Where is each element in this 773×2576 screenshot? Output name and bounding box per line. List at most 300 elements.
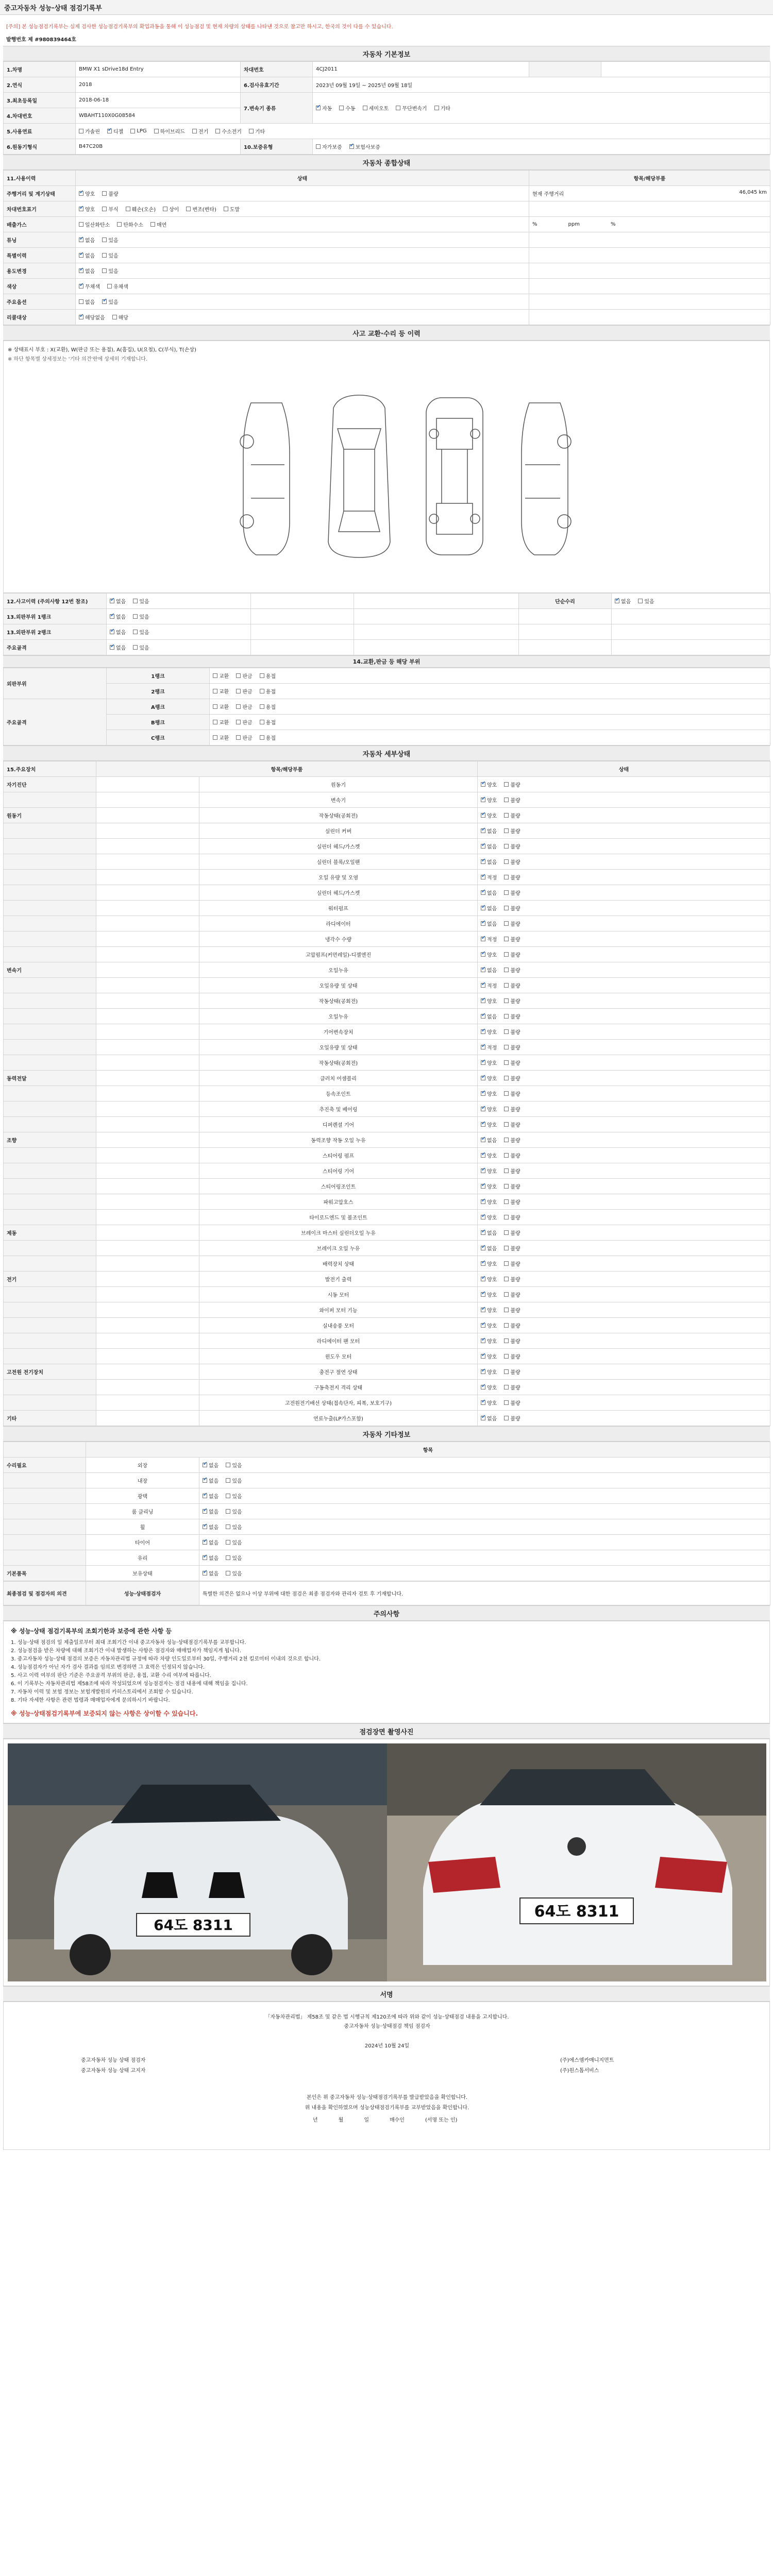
checkbox-icon[interactable] xyxy=(79,207,83,211)
detail-option[interactable]: 불량 xyxy=(504,1012,520,1020)
part-option[interactable]: 용접 xyxy=(260,734,276,741)
checkbox-icon[interactable] xyxy=(481,1076,485,1080)
checkbox-icon[interactable] xyxy=(481,1323,485,1328)
detail-option[interactable]: ✔ 적정 xyxy=(481,873,497,881)
warranty-option[interactable]: ✔ 보험사보증 xyxy=(349,143,380,150)
checkbox-icon[interactable] xyxy=(481,937,485,941)
accident-option[interactable]: 있음 xyxy=(133,597,149,605)
checkbox-icon[interactable] xyxy=(504,1261,509,1266)
checkbox-icon[interactable] xyxy=(504,1215,509,1219)
checkbox-icon[interactable] xyxy=(226,1478,230,1483)
overall-option[interactable]: 일산화탄소 xyxy=(79,221,110,228)
checkbox-icon[interactable] xyxy=(79,222,83,227)
checkbox-icon[interactable] xyxy=(154,129,159,133)
checkbox-icon[interactable] xyxy=(150,222,155,227)
checkbox-icon[interactable] xyxy=(481,1014,485,1019)
checkbox-icon[interactable] xyxy=(79,129,83,133)
part-option[interactable]: 판금 xyxy=(236,687,252,695)
checkbox-icon[interactable] xyxy=(481,1400,485,1405)
checkbox-icon[interactable] xyxy=(481,1338,485,1343)
overall-option[interactable]: 해당 xyxy=(112,313,128,321)
checkbox-icon[interactable] xyxy=(339,106,344,110)
detail-option[interactable]: 불량 xyxy=(504,1090,520,1097)
overall-option[interactable]: ✔ 없음 xyxy=(79,251,95,259)
detail-option[interactable]: ✔ 없음 xyxy=(481,1229,497,1236)
checkbox-icon[interactable] xyxy=(504,1277,509,1281)
checkbox-icon[interactable] xyxy=(481,1029,485,1034)
detail-option[interactable]: 불량 xyxy=(504,1105,520,1113)
detail-option[interactable]: 불량 xyxy=(504,981,520,989)
checkbox-icon[interactable] xyxy=(504,1060,509,1065)
detail-option[interactable]: 불량 xyxy=(504,1399,520,1406)
checkbox-icon[interactable] xyxy=(504,1230,509,1235)
detail-option[interactable]: ✔ 양호 xyxy=(481,1182,497,1190)
checkbox-icon[interactable] xyxy=(504,875,509,879)
other-option[interactable]: 있음 xyxy=(226,1523,242,1531)
detail-option[interactable]: ✔ 없음 xyxy=(481,920,497,927)
detail-option[interactable]: 불량 xyxy=(504,1028,520,1036)
detail-option[interactable]: ✔ 양호 xyxy=(481,1291,497,1298)
checkbox-icon[interactable] xyxy=(133,630,138,634)
part-option[interactable]: 판금 xyxy=(236,672,252,680)
checkbox-icon[interactable] xyxy=(236,689,241,693)
detail-option[interactable]: 불량 xyxy=(504,827,520,835)
checkbox-icon[interactable] xyxy=(163,207,167,211)
detail-option[interactable]: ✔ 양호 xyxy=(481,796,497,804)
checkbox-icon[interactable] xyxy=(260,689,264,693)
accident-option[interactable]: ✔ 없음 xyxy=(110,628,126,636)
accident-option[interactable]: 있음 xyxy=(133,613,149,620)
overall-option[interactable]: 탄화수소 xyxy=(117,221,143,228)
checkbox-icon[interactable] xyxy=(481,859,485,864)
detail-option[interactable]: ✔ 없음 xyxy=(481,1012,497,1020)
checkbox-icon[interactable] xyxy=(481,1168,485,1173)
checkbox-icon[interactable] xyxy=(434,106,439,110)
checkbox-icon[interactable] xyxy=(186,207,191,211)
accident-option[interactable]: ✔ 없음 xyxy=(110,613,126,620)
checkbox-icon[interactable] xyxy=(481,1138,485,1142)
checkbox-icon[interactable] xyxy=(504,1107,509,1111)
checkbox-icon[interactable] xyxy=(504,1122,509,1127)
detail-option[interactable]: 불량 xyxy=(504,904,520,912)
detail-option[interactable]: 불량 xyxy=(504,1043,520,1051)
checkbox-icon[interactable] xyxy=(504,1292,509,1297)
part-option[interactable]: 판금 xyxy=(236,703,252,710)
trans-option[interactable]: 무단변속기 xyxy=(396,104,427,112)
checkbox-icon[interactable] xyxy=(504,1323,509,1328)
overall-option[interactable]: 불량 xyxy=(102,190,118,197)
checkbox-icon[interactable] xyxy=(638,599,643,603)
detail-option[interactable]: 불량 xyxy=(504,1306,520,1314)
checkbox-icon[interactable] xyxy=(481,844,485,849)
checkbox-icon[interactable] xyxy=(504,1400,509,1405)
checkbox-icon[interactable] xyxy=(504,1308,509,1312)
detail-option[interactable]: 불량 xyxy=(504,1291,520,1298)
checkbox-icon[interactable] xyxy=(504,1029,509,1034)
checkbox-icon[interactable] xyxy=(117,222,122,227)
checkbox-icon[interactable] xyxy=(481,1091,485,1096)
simple-repair-option[interactable]: ✔ 없음 xyxy=(615,597,631,605)
checkbox-icon[interactable] xyxy=(504,968,509,972)
overall-option[interactable]: 있음 xyxy=(102,267,118,275)
checkbox-icon[interactable] xyxy=(226,1463,230,1467)
detail-option[interactable]: 불량 xyxy=(504,858,520,866)
checkbox-icon[interactable] xyxy=(481,1199,485,1204)
fuel-option[interactable]: ✔ 디젤 xyxy=(107,127,123,135)
checkbox-icon[interactable] xyxy=(481,1354,485,1359)
checkbox-icon[interactable] xyxy=(481,1292,485,1297)
detail-option[interactable]: ✔ 양호 xyxy=(481,781,497,788)
trans-option[interactable]: 수동 xyxy=(339,104,355,112)
checkbox-icon[interactable] xyxy=(316,106,321,110)
part-option[interactable]: 용접 xyxy=(260,687,276,695)
checkbox-icon[interactable] xyxy=(226,1571,230,1575)
detail-option[interactable]: ✔ 양호 xyxy=(481,1383,497,1391)
checkbox-icon[interactable] xyxy=(481,1261,485,1266)
fuel-option[interactable]: 가솔린 xyxy=(79,127,100,135)
checkbox-icon[interactable] xyxy=(226,1494,230,1498)
other-option[interactable]: ✔ 없음 xyxy=(203,1569,219,1577)
checkbox-icon[interactable] xyxy=(481,1277,485,1281)
trans-option[interactable]: ✔ 자동 xyxy=(316,104,332,112)
checkbox-icon[interactable] xyxy=(203,1524,207,1529)
detail-option[interactable]: 불량 xyxy=(504,873,520,881)
detail-option[interactable]: 불량 xyxy=(504,1182,520,1190)
checkbox-icon[interactable] xyxy=(481,1215,485,1219)
part-option[interactable]: 교환 xyxy=(213,703,229,710)
detail-option[interactable]: ✔ 양호 xyxy=(481,1028,497,1036)
part-option[interactable]: 판금 xyxy=(236,734,252,741)
checkbox-icon[interactable] xyxy=(133,614,138,619)
checkbox-icon[interactable] xyxy=(203,1571,207,1575)
part-option[interactable]: 용접 xyxy=(260,718,276,726)
checkbox-icon[interactable] xyxy=(192,129,197,133)
fuel-option[interactable]: 전기 xyxy=(192,127,208,135)
checkbox-icon[interactable] xyxy=(504,828,509,833)
detail-option[interactable]: 불량 xyxy=(504,935,520,943)
detail-option[interactable]: 불량 xyxy=(504,1321,520,1329)
detail-option[interactable]: ✔ 양호 xyxy=(481,997,497,1005)
detail-option[interactable]: 불량 xyxy=(504,1414,520,1422)
checkbox-icon[interactable] xyxy=(215,129,220,133)
checkbox-icon[interactable] xyxy=(481,1107,485,1111)
detail-option[interactable]: ✔ 양호 xyxy=(481,1321,497,1329)
detail-option[interactable]: ✔ 양호 xyxy=(481,1090,497,1097)
checkbox-icon[interactable] xyxy=(79,315,83,319)
fuel-option[interactable]: 수소전기 xyxy=(215,127,242,135)
detail-option[interactable]: 불량 xyxy=(504,1059,520,1066)
checkbox-icon[interactable] xyxy=(481,1060,485,1065)
checkbox-icon[interactable] xyxy=(504,998,509,1003)
checkbox-icon[interactable] xyxy=(363,106,367,110)
checkbox-icon[interactable] xyxy=(481,890,485,895)
checkbox-icon[interactable] xyxy=(481,828,485,833)
checkbox-icon[interactable] xyxy=(133,599,138,603)
checkbox-icon[interactable] xyxy=(224,207,228,211)
fuel-option[interactable]: 하이브리드 xyxy=(154,127,185,135)
checkbox-icon[interactable] xyxy=(112,315,117,319)
checkbox-icon[interactable] xyxy=(504,813,509,818)
detail-option[interactable]: ✔ 없음 xyxy=(481,1244,497,1252)
detail-option[interactable]: ✔ 양호 xyxy=(481,1105,497,1113)
checkbox-icon[interactable] xyxy=(481,1385,485,1389)
detail-option[interactable]: ✔ 양호 xyxy=(481,1275,497,1283)
checkbox-icon[interactable] xyxy=(102,253,107,258)
checkbox-icon[interactable] xyxy=(102,238,107,242)
detail-option[interactable]: ✔ 양호 xyxy=(481,1198,497,1206)
checkbox-icon[interactable] xyxy=(102,207,107,211)
overall-option[interactable]: 유채색 xyxy=(107,282,128,290)
checkbox-icon[interactable] xyxy=(504,1184,509,1189)
overall-option[interactable]: 훼손(오손) xyxy=(126,205,156,213)
checkbox-icon[interactable] xyxy=(504,1014,509,1019)
checkbox-icon[interactable] xyxy=(260,720,264,724)
accident-option[interactable]: ✔ 없음 xyxy=(110,597,126,605)
overall-option[interactable]: 있음 xyxy=(102,251,118,259)
accident-option[interactable]: ✔ 없음 xyxy=(110,643,126,651)
checkbox-icon[interactable] xyxy=(130,129,135,133)
overall-option[interactable]: ✔ 무채색 xyxy=(79,282,100,290)
checkbox-icon[interactable] xyxy=(481,1184,485,1189)
checkbox-icon[interactable] xyxy=(504,983,509,988)
detail-option[interactable]: ✔ 양호 xyxy=(481,1399,497,1406)
detail-option[interactable]: 불량 xyxy=(504,997,520,1005)
other-option[interactable]: ✔ 없음 xyxy=(203,1477,219,1484)
checkbox-icon[interactable] xyxy=(203,1555,207,1560)
checkbox-icon[interactable] xyxy=(110,614,114,619)
checkbox-icon[interactable] xyxy=(79,191,83,196)
fuel-option[interactable]: LPG xyxy=(130,128,146,134)
detail-option[interactable]: ✔ 없음 xyxy=(481,889,497,896)
checkbox-icon[interactable] xyxy=(504,1091,509,1096)
checkbox-icon[interactable] xyxy=(249,129,254,133)
checkbox-icon[interactable] xyxy=(213,704,217,709)
detail-option[interactable]: 불량 xyxy=(504,889,520,896)
checkbox-icon[interactable] xyxy=(260,735,264,740)
part-option[interactable]: 교환 xyxy=(213,687,229,695)
checkbox-icon[interactable] xyxy=(504,1385,509,1389)
checkbox-icon[interactable] xyxy=(504,1199,509,1204)
checkbox-icon[interactable] xyxy=(504,906,509,910)
detail-option[interactable]: ✔ 양호 xyxy=(481,1368,497,1376)
checkbox-icon[interactable] xyxy=(102,191,107,196)
detail-option[interactable]: 불량 xyxy=(504,1151,520,1159)
other-option[interactable]: 있음 xyxy=(226,1538,242,1546)
other-option[interactable]: 있음 xyxy=(226,1554,242,1562)
overall-option[interactable]: 매연 xyxy=(150,221,166,228)
other-option[interactable]: ✔ 없음 xyxy=(203,1523,219,1531)
detail-option[interactable]: 불량 xyxy=(504,1229,520,1236)
checkbox-icon[interactable] xyxy=(226,1540,230,1545)
checkbox-icon[interactable] xyxy=(213,735,217,740)
checkbox-icon[interactable] xyxy=(481,1308,485,1312)
simple-repair-option[interactable]: 있음 xyxy=(638,597,654,605)
detail-option[interactable]: ✔ 양호 xyxy=(481,951,497,958)
checkbox-icon[interactable] xyxy=(481,782,485,787)
checkbox-icon[interactable] xyxy=(107,129,112,133)
detail-option[interactable]: 불량 xyxy=(504,951,520,958)
checkbox-icon[interactable] xyxy=(504,1338,509,1343)
checkbox-icon[interactable] xyxy=(79,253,83,258)
detail-option[interactable]: 불량 xyxy=(504,842,520,850)
checkbox-icon[interactable] xyxy=(236,704,241,709)
checkbox-icon[interactable] xyxy=(481,998,485,1003)
other-option[interactable]: ✔ 없음 xyxy=(203,1507,219,1515)
detail-option[interactable]: 불량 xyxy=(504,1136,520,1144)
detail-option[interactable]: ✔ 양호 xyxy=(481,1352,497,1360)
checkbox-icon[interactable] xyxy=(504,798,509,802)
checkbox-icon[interactable] xyxy=(203,1463,207,1467)
detail-option[interactable]: 불량 xyxy=(504,1167,520,1175)
checkbox-icon[interactable] xyxy=(236,735,241,740)
checkbox-icon[interactable] xyxy=(504,844,509,849)
checkbox-icon[interactable] xyxy=(481,921,485,926)
other-option[interactable]: 있음 xyxy=(226,1569,242,1577)
checkbox-icon[interactable] xyxy=(226,1524,230,1529)
overall-option[interactable]: ✔ 양호 xyxy=(79,190,95,197)
overall-option[interactable]: 상이 xyxy=(163,205,179,213)
checkbox-icon[interactable] xyxy=(107,284,112,289)
detail-option[interactable]: 불량 xyxy=(504,1074,520,1082)
overall-option[interactable]: ✔ 없음 xyxy=(79,236,95,244)
detail-option[interactable]: ✔ 양호 xyxy=(481,1306,497,1314)
checkbox-icon[interactable] xyxy=(236,720,241,724)
other-option[interactable]: ✔ 없음 xyxy=(203,1492,219,1500)
detail-option[interactable]: ✔ 양호 xyxy=(481,1213,497,1221)
checkbox-icon[interactable] xyxy=(504,1153,509,1158)
checkbox-icon[interactable] xyxy=(481,798,485,802)
detail-option[interactable]: ✔ 양호 xyxy=(481,1260,497,1267)
overall-option[interactable]: 도말 xyxy=(224,205,240,213)
part-option[interactable]: 교환 xyxy=(213,734,229,741)
detail-option[interactable]: ✔ 없음 xyxy=(481,858,497,866)
checkbox-icon[interactable] xyxy=(481,1369,485,1374)
checkbox-icon[interactable] xyxy=(213,673,217,678)
checkbox-icon[interactable] xyxy=(102,268,107,273)
checkbox-icon[interactable] xyxy=(481,952,485,957)
checkbox-icon[interactable] xyxy=(481,983,485,988)
checkbox-icon[interactable] xyxy=(481,968,485,972)
overall-option[interactable]: ✔ 해당없음 xyxy=(79,313,105,321)
detail-option[interactable]: ✔ 양호 xyxy=(481,1151,497,1159)
checkbox-icon[interactable] xyxy=(102,299,107,304)
checkbox-icon[interactable] xyxy=(203,1509,207,1514)
detail-option[interactable]: 불량 xyxy=(504,1368,520,1376)
checkbox-icon[interactable] xyxy=(226,1555,230,1560)
accident-option[interactable]: 있음 xyxy=(133,628,149,636)
detail-option[interactable]: ✔ 양호 xyxy=(481,1337,497,1345)
checkbox-icon[interactable] xyxy=(79,238,83,242)
checkbox-icon[interactable] xyxy=(213,689,217,693)
trans-option[interactable]: 세미오토 xyxy=(363,104,389,112)
checkbox-icon[interactable] xyxy=(615,599,619,603)
checkbox-icon[interactable] xyxy=(236,673,241,678)
detail-option[interactable]: 불량 xyxy=(504,966,520,974)
part-option[interactable]: 교환 xyxy=(213,672,229,680)
overall-option[interactable]: 없음 xyxy=(79,298,95,306)
detail-option[interactable]: ✔ 없음 xyxy=(481,904,497,912)
detail-option[interactable]: 불량 xyxy=(504,1198,520,1206)
checkbox-icon[interactable] xyxy=(260,673,264,678)
checkbox-icon[interactable] xyxy=(203,1540,207,1545)
checkbox-icon[interactable] xyxy=(481,813,485,818)
checkbox-icon[interactable] xyxy=(110,645,114,650)
checkbox-icon[interactable] xyxy=(79,299,83,304)
other-option[interactable]: 있음 xyxy=(226,1492,242,1500)
checkbox-icon[interactable] xyxy=(481,1153,485,1158)
checkbox-icon[interactable] xyxy=(79,284,83,289)
detail-option[interactable]: ✔ 없음 xyxy=(481,842,497,850)
checkbox-icon[interactable] xyxy=(504,952,509,957)
detail-option[interactable]: ✔ 양호 xyxy=(481,1121,497,1128)
part-option[interactable]: 용접 xyxy=(260,672,276,680)
other-option[interactable]: 있음 xyxy=(226,1461,242,1469)
checkbox-icon[interactable] xyxy=(504,1138,509,1142)
checkbox-icon[interactable] xyxy=(213,720,217,724)
other-option[interactable]: ✔ 없음 xyxy=(203,1554,219,1562)
detail-option[interactable]: ✔ 양호 xyxy=(481,811,497,819)
overall-option[interactable]: 변조(변타) xyxy=(186,205,216,213)
checkbox-icon[interactable] xyxy=(504,1246,509,1250)
checkbox-icon[interactable] xyxy=(504,890,509,895)
checkbox-icon[interactable] xyxy=(481,1416,485,1420)
checkbox-icon[interactable] xyxy=(481,1246,485,1250)
checkbox-icon[interactable] xyxy=(504,1045,509,1049)
checkbox-icon[interactable] xyxy=(504,1369,509,1374)
trans-option[interactable]: 기타 xyxy=(434,104,450,112)
checkbox-icon[interactable] xyxy=(79,268,83,273)
checkbox-icon[interactable] xyxy=(504,1354,509,1359)
checkbox-icon[interactable] xyxy=(481,1122,485,1127)
detail-option[interactable]: 불량 xyxy=(504,811,520,819)
detail-option[interactable]: ✔ 양호 xyxy=(481,1167,497,1175)
checkbox-icon[interactable] xyxy=(260,704,264,709)
detail-option[interactable]: 불량 xyxy=(504,1213,520,1221)
detail-option[interactable]: ✔ 없음 xyxy=(481,1414,497,1422)
checkbox-icon[interactable] xyxy=(316,144,321,149)
detail-option[interactable]: ✔ 양호 xyxy=(481,1074,497,1082)
checkbox-icon[interactable] xyxy=(203,1494,207,1498)
detail-option[interactable]: ✔ 적정 xyxy=(481,1043,497,1051)
detail-option[interactable]: ✔ 적정 xyxy=(481,935,497,943)
checkbox-icon[interactable] xyxy=(203,1478,207,1483)
checkbox-icon[interactable] xyxy=(504,937,509,941)
checkbox-icon[interactable] xyxy=(481,1045,485,1049)
checkbox-icon[interactable] xyxy=(504,1416,509,1420)
other-option[interactable]: ✔ 없음 xyxy=(203,1461,219,1469)
checkbox-icon[interactable] xyxy=(226,1509,230,1514)
part-option[interactable]: 용접 xyxy=(260,703,276,710)
fuel-option[interactable]: 기타 xyxy=(249,127,265,135)
overall-option[interactable]: ✔ 양호 xyxy=(79,205,95,213)
checkbox-icon[interactable] xyxy=(481,1230,485,1235)
part-option[interactable]: 판금 xyxy=(236,718,252,726)
checkbox-icon[interactable] xyxy=(481,875,485,879)
checkbox-icon[interactable] xyxy=(110,599,114,603)
detail-option[interactable]: ✔ 없음 xyxy=(481,966,497,974)
checkbox-icon[interactable] xyxy=(481,906,485,910)
checkbox-icon[interactable] xyxy=(504,859,509,864)
detail-option[interactable]: ✔ 없음 xyxy=(481,1136,497,1144)
detail-option[interactable]: 불량 xyxy=(504,1121,520,1128)
warranty-option[interactable]: 자가보증 xyxy=(316,143,342,150)
detail-option[interactable]: 불량 xyxy=(504,1244,520,1252)
other-option[interactable]: ✔ 없음 xyxy=(203,1538,219,1546)
checkbox-icon[interactable] xyxy=(349,144,354,149)
overall-option[interactable]: ✔ 있음 xyxy=(102,298,118,306)
detail-option[interactable]: 불량 xyxy=(504,1383,520,1391)
detail-option[interactable]: ✔ 적정 xyxy=(481,981,497,989)
